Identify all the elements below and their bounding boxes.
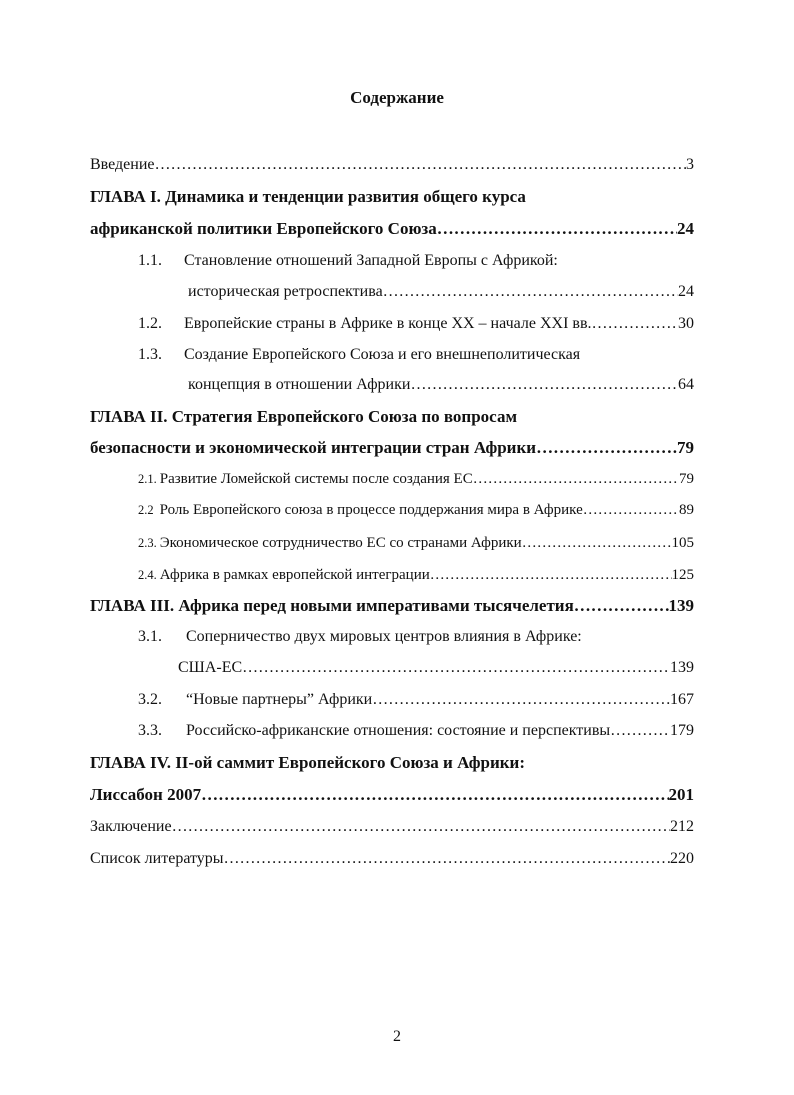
toc-section-number: 2.3. [138, 536, 157, 550]
toc-section-1-3[interactable] [188, 372, 694, 398]
toc-entry-text: безопасности и экономической интеграции стран Африки [90, 438, 537, 457]
toc-leader-dots [522, 530, 672, 556]
toc-section-number: 2.1. [138, 472, 157, 486]
toc-section-3-3[interactable] [138, 718, 694, 744]
toc-leader-dots [592, 311, 679, 337]
toc-page-number: 179 [670, 722, 694, 739]
toc-leader-dots [155, 152, 687, 178]
toc-entry-text: Европейские страны в Африке в конце XX – начале XXI вв. [184, 315, 592, 332]
toc-leader-dots [224, 846, 670, 872]
toc-entry-text: историческая ретроспектива [188, 283, 383, 300]
toc-section-3-2[interactable] [138, 687, 694, 713]
page-title: Содержание [350, 88, 444, 107]
toc-leader-dots [437, 216, 677, 242]
toc-entry-conclusion[interactable] [90, 814, 694, 840]
toc-section-number: 1.2. [138, 315, 162, 332]
toc-leader-dots [536, 435, 677, 461]
toc-entry-text: концепция в отношении Африки [188, 376, 411, 393]
toc-entry-text: Российско-африканские отношения: состояние и перспективы [186, 722, 611, 739]
toc-page-number: 139 [668, 596, 694, 615]
toc-section-1-1[interactable] [188, 279, 694, 305]
toc-chapter-4-line1[interactable]: ГЛАВА IV. II-ой саммит Европейского Союза и Африки: [90, 753, 525, 772]
toc-leader-dots [242, 655, 670, 681]
toc-page-number: 79 [679, 471, 694, 487]
toc-section-2-2[interactable] [138, 497, 694, 523]
toc-leader-dots [430, 562, 672, 588]
toc-leader-dots [172, 814, 670, 840]
toc-page-number: 201 [668, 785, 694, 804]
toc-chapter-1-line1[interactable]: ГЛАВА I. Динамика и тенденции развития общего курса [90, 187, 526, 206]
toc-section-1-3-line1[interactable] [138, 342, 580, 368]
toc-section-number: 3.3. [138, 722, 162, 739]
toc-page-number: 24 [677, 219, 694, 238]
toc-entry-text: африканской политики Европейского Союза [90, 219, 437, 238]
toc-page-number: 125 [671, 567, 694, 583]
toc-leader-dots [473, 466, 679, 492]
toc-chapter-3[interactable] [90, 593, 694, 619]
toc-section-number: 2.4. [138, 568, 157, 582]
toc-page-number: 167 [670, 691, 694, 708]
toc-entry-text: ГЛАВА III. Африка перед новыми императивами тысячелетия [90, 596, 574, 615]
toc-page-number: 105 [671, 535, 694, 551]
toc-leader-dots [383, 279, 678, 305]
toc-entry-text: Список литературы [90, 850, 224, 867]
toc-entry-bibliography[interactable] [90, 846, 694, 872]
toc-page-number: 89 [679, 502, 694, 518]
toc-section-1-2[interactable] [138, 311, 694, 337]
toc-section-number: 3.2. [138, 691, 162, 708]
toc-section-2-3[interactable] [138, 530, 694, 556]
toc-entry-text: Африка в рамках европейской интеграции [159, 567, 430, 583]
toc-leader-dots [574, 593, 669, 619]
toc-section-number: 2.2 [138, 503, 154, 517]
toc-entry-text: США-ЕС [178, 659, 243, 676]
toc-section-3-1[interactable] [178, 655, 694, 681]
toc-entry-text: Соперничество двух мировых центров влияния в Африке: [186, 628, 582, 645]
toc-page-number: 24 [678, 283, 694, 300]
toc-entry-intro[interactable] [90, 152, 694, 178]
toc-page-number: 3 [686, 156, 694, 173]
toc-section-2-4[interactable] [138, 562, 694, 588]
toc-page-number: 30 [678, 315, 694, 332]
toc-page-number: 212 [670, 818, 694, 835]
toc-entry-text: Лиссабон 2007 [90, 785, 202, 804]
toc-leader-dots [201, 782, 668, 808]
toc-section-number: 1.3. [138, 346, 162, 363]
toc-entry-text: Становление отношений Западной Европы с Африкой: [184, 252, 558, 269]
toc-entry-text: Создание Европейского Союза и его внешнеполитическая [184, 346, 581, 363]
toc-entry-text: Заключение [90, 818, 172, 835]
toc-chapter-4[interactable] [90, 782, 694, 808]
toc-section-1-1-line1[interactable] [138, 248, 558, 274]
toc-leader-dots [372, 687, 670, 713]
toc-entry-text: Экономическое сотрудничество ЕС со странами Африки [159, 535, 522, 551]
toc-section-3-1-line1[interactable] [138, 624, 582, 650]
toc-entry-text: Развитие Ломейской системы после создания ЕС [159, 471, 473, 487]
toc-leader-dots [610, 718, 670, 744]
toc-entry-text: Введение [90, 156, 155, 173]
toc-page-number: 139 [670, 659, 694, 676]
toc-page-number: 64 [678, 376, 694, 393]
toc-leader-dots [410, 372, 678, 398]
toc-chapter-2[interactable] [90, 435, 694, 461]
toc-page-number: 79 [677, 438, 694, 457]
toc-section-number: 3.1. [138, 628, 162, 645]
toc-entry-text: Роль Европейского союза в процессе поддержания мира в Африке [159, 502, 583, 518]
toc-page-number: 220 [670, 850, 694, 867]
toc-entry-text: “Новые партнеры” Африки [186, 691, 373, 708]
page-number: 2 [393, 1028, 401, 1045]
toc-section-2-1[interactable] [138, 466, 694, 492]
toc-chapter-2-line1[interactable]: ГЛАВА II. Стратегия Европейского Союза по вопросам [90, 407, 518, 426]
toc-chapter-1[interactable] [90, 216, 694, 242]
toc-leader-dots [583, 497, 679, 523]
toc-section-number: 1.1. [138, 252, 162, 269]
